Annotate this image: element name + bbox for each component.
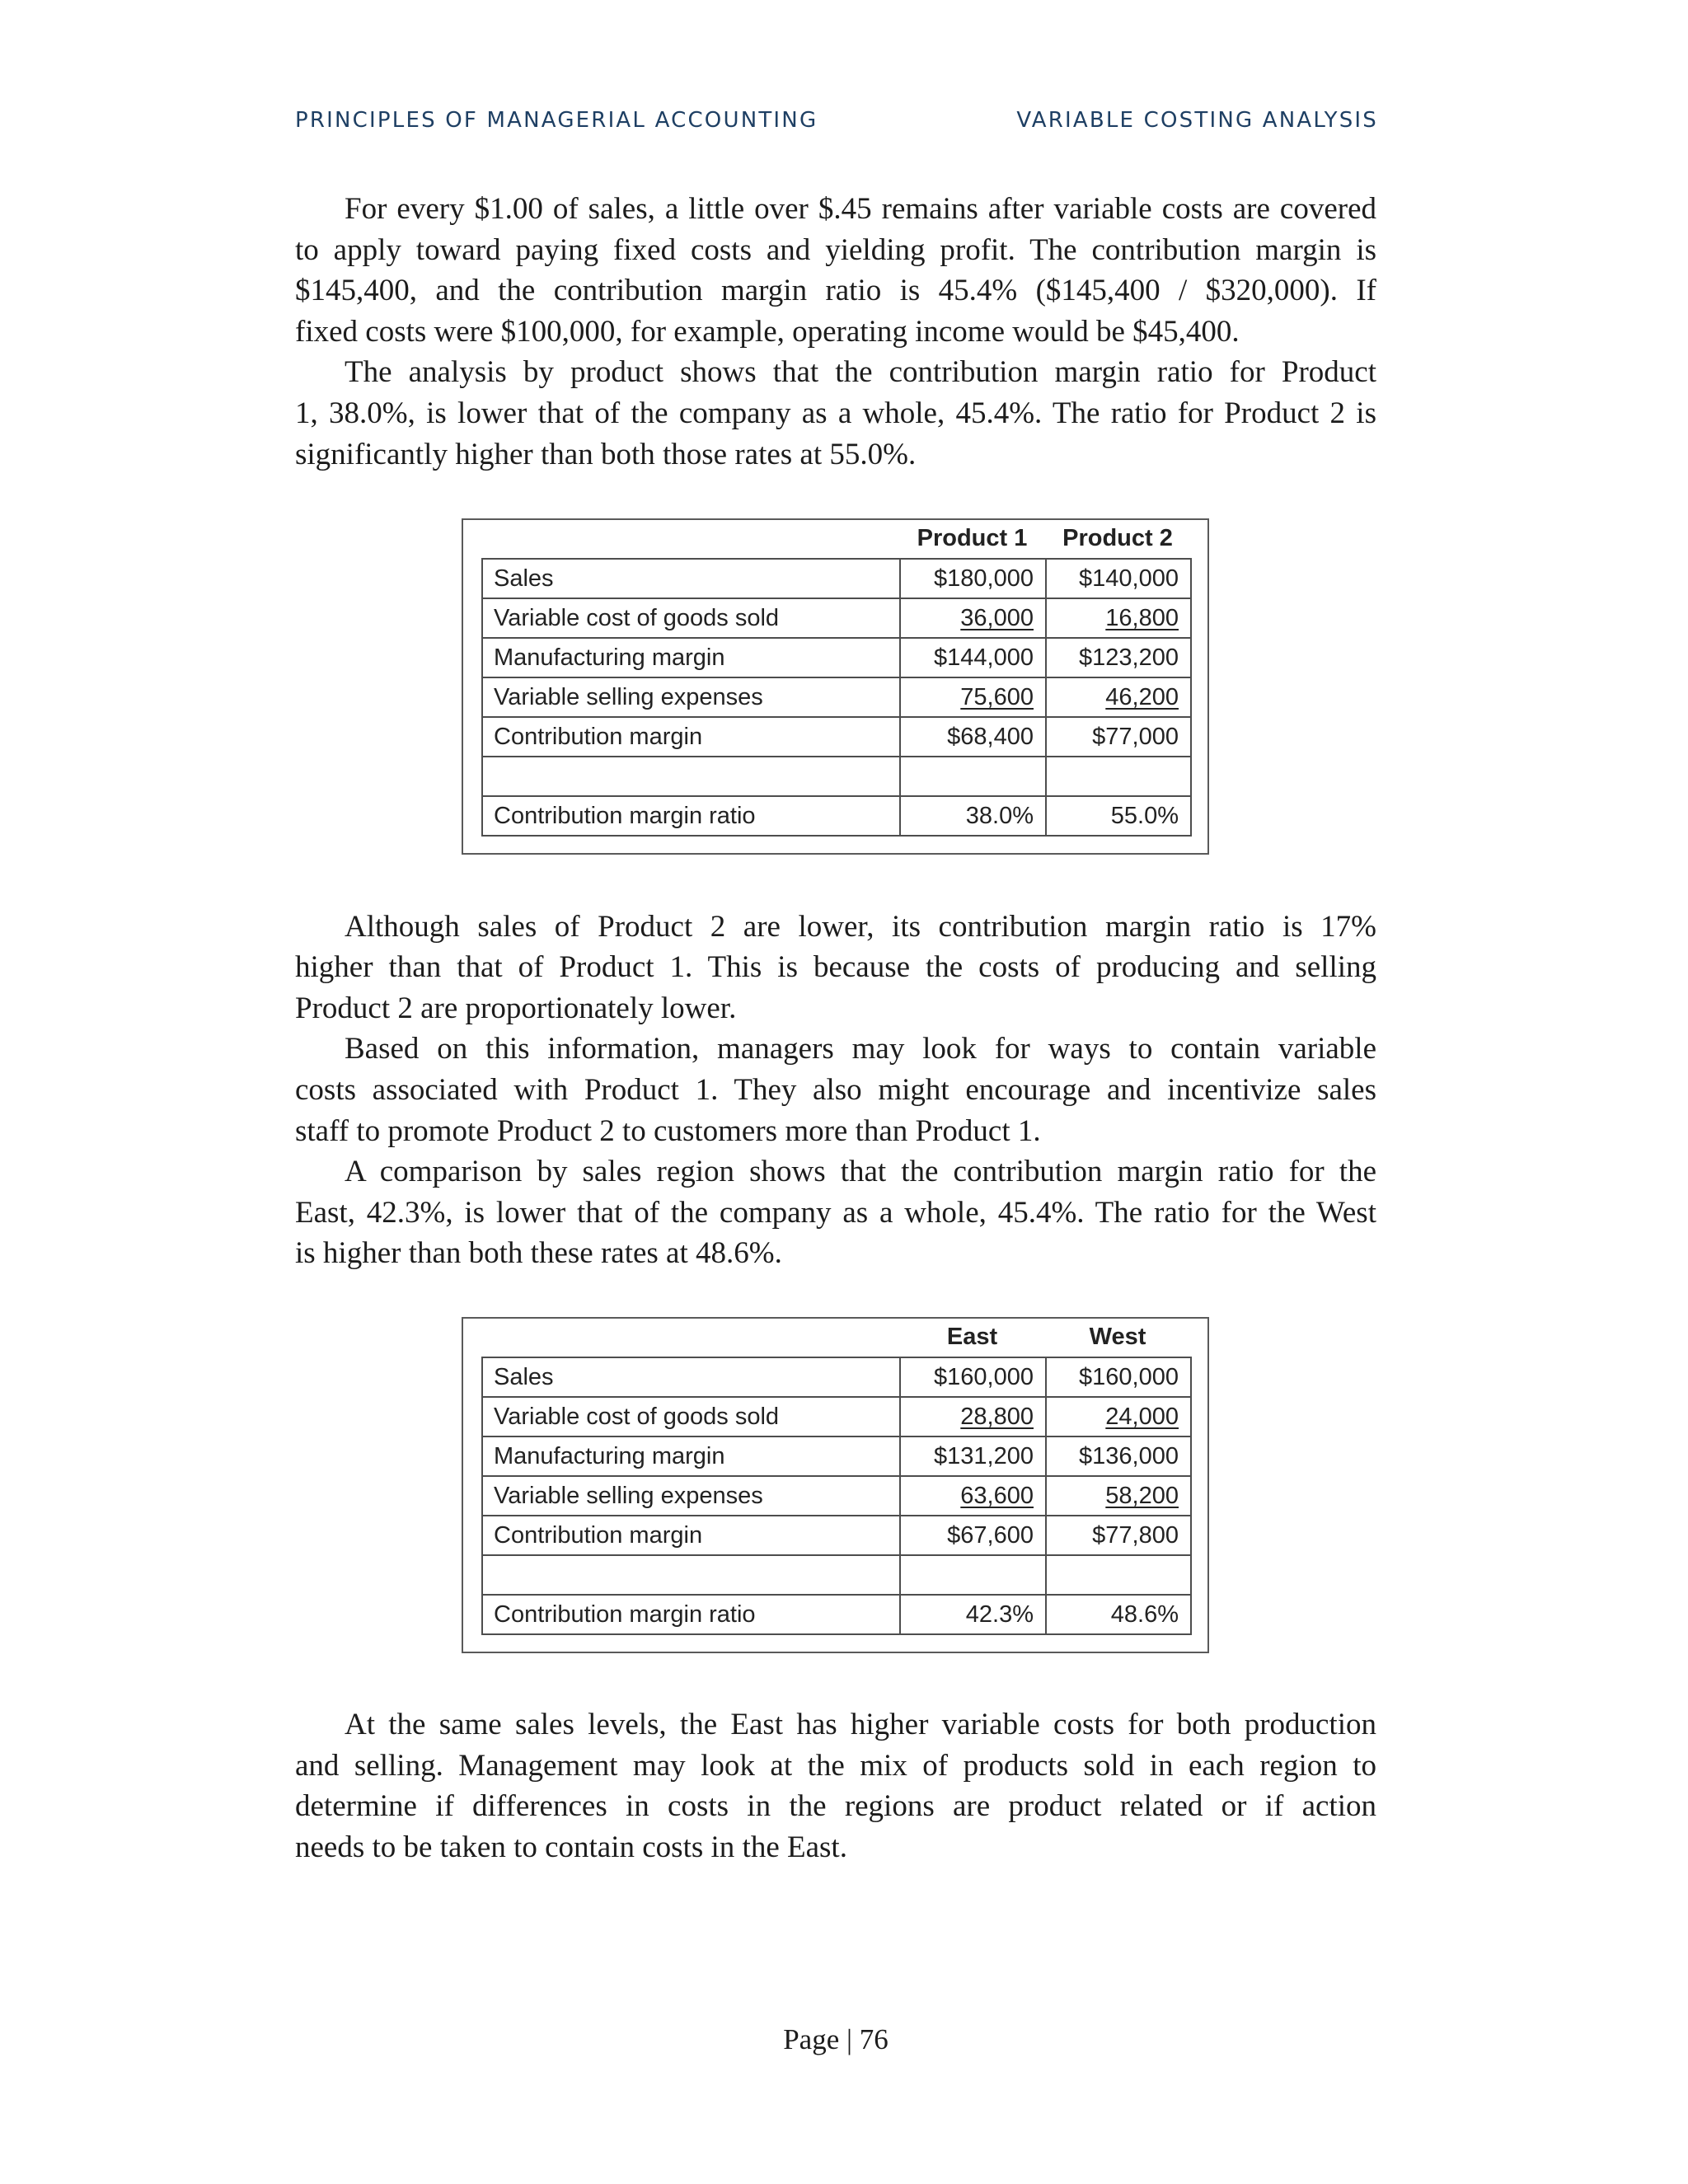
row-label: Variable selling expenses: [482, 1476, 900, 1516]
page-number: Page | 76: [783, 2023, 889, 2055]
paragraph: [295, 352, 1376, 475]
paragraph-line: costs associated with Product 1. They also might encourage and incentivize sales: [295, 1072, 1376, 1107]
data-grid: [481, 558, 1192, 837]
blank-cell: [482, 757, 900, 796]
paragraph-line: At the same sales levels, the East has higher variable costs for both production: [345, 1708, 1376, 1741]
product-1-value: 38.0%: [900, 796, 1046, 836]
value-cell: [900, 1476, 1046, 1516]
east-value: 42.3%: [900, 1595, 1046, 1634]
table-row-ratio: [482, 796, 1191, 836]
table-row: [482, 1397, 1191, 1436]
paragraph-line: is higher than both these rates at 48.6%.: [295, 1236, 782, 1271]
text-block-closing: [295, 1704, 1376, 1868]
paragraph: [295, 1704, 1376, 1868]
paragraph-line: determine if differences in costs in the regions are product related or if action: [295, 1789, 1376, 1824]
east-value: 28,800: [960, 1403, 1034, 1430]
paragraph-line: For every $1.00 of sales, a little over $.45 remains after variable costs are covered: [345, 192, 1376, 226]
paragraph-line: significantly higher than both those rates at 55.0%.: [295, 437, 917, 471]
paragraph-line: $145,400, and the contribution margin ratio is 45.4% ($145,400 / $320,000). If: [295, 274, 1376, 308]
value-cell: [1046, 1397, 1191, 1436]
row-label: Contribution margin ratio: [482, 796, 900, 836]
table-row: [482, 559, 1191, 598]
table-row: [482, 1476, 1191, 1516]
running-header-left: PRINCIPLES OF MANAGERIAL ACCOUNTING: [295, 108, 818, 133]
row-label: Contribution margin: [482, 1516, 900, 1555]
west-value: 24,000: [1105, 1403, 1179, 1430]
value-cell: [900, 1397, 1046, 1436]
column-headers: [481, 519, 1190, 557]
paragraph: [295, 189, 1376, 352]
row-label: Sales: [482, 1357, 900, 1397]
east-value: $131,200: [900, 1436, 1046, 1476]
product-2-value: 16,800: [1105, 604, 1179, 631]
product-2-value: 55.0%: [1046, 796, 1191, 836]
paragraph-line: fixed costs were $100,000, for example, operating income would be $45,400.: [295, 314, 1240, 349]
table-row: [482, 717, 1191, 757]
column-header-product-1: Product 1: [917, 525, 1028, 551]
value-cell: [1046, 1476, 1191, 1516]
text-block-middle: [295, 907, 1376, 1274]
blank-cell: [900, 1555, 1046, 1595]
data-grid: [481, 1357, 1192, 1635]
paragraph-line: staff to promote Product 2 to customers more than Product 1.: [295, 1113, 1041, 1148]
paragraph-line: to apply toward paying fixed costs and yielding profit. The contribution margin is: [295, 232, 1376, 267]
value-cell: [900, 598, 1046, 638]
column-headers: [481, 1318, 1190, 1356]
product-2-value: $123,200: [1046, 638, 1191, 677]
table-row: [482, 1436, 1191, 1476]
row-label: Variable cost of goods sold: [482, 598, 900, 638]
product-1-value: 36,000: [960, 604, 1034, 631]
blank-cell: [1046, 757, 1191, 796]
paragraph-line: Although sales of Product 2 are lower, its contribution margin ratio is 17%: [345, 909, 1376, 944]
table-row-blank: [482, 1555, 1191, 1595]
table-row: [482, 638, 1191, 677]
west-value: $160,000: [1046, 1357, 1191, 1397]
column-header-east: East: [946, 1324, 998, 1350]
product-1-value: $180,000: [900, 559, 1046, 598]
paragraph-line: A comparison by sales region shows that the contribution margin ratio for the: [345, 1155, 1376, 1189]
product-2-value: 46,200: [1105, 683, 1179, 710]
paragraph-line: Based on this information, managers may look for ways to contain variable: [345, 1032, 1376, 1066]
paragraph-line: and selling. Management may look at the mix of products sold in each region to: [295, 1748, 1376, 1783]
west-value: $77,800: [1046, 1516, 1191, 1555]
row-label: Manufacturing margin: [482, 638, 900, 677]
west-value: 58,200: [1105, 1482, 1179, 1509]
paragraph-line: higher than that of Product 1. This is because the costs of producing and selling: [295, 950, 1376, 985]
row-label: Sales: [482, 559, 900, 598]
west-value: 48.6%: [1046, 1595, 1191, 1634]
paragraph-line: needs to be taken to contain costs in the East.: [295, 1830, 847, 1864]
blank-cell: [482, 1555, 900, 1595]
paragraph-line: Product 2 are proportionately lower.: [295, 991, 737, 1025]
paragraph: [295, 907, 1376, 1029]
table-row: [482, 598, 1191, 638]
east-value: $160,000: [900, 1357, 1046, 1397]
value-cell: [1046, 598, 1191, 638]
paragraph: [295, 1029, 1376, 1151]
east-value: $67,600: [900, 1516, 1046, 1555]
table-row-ratio: [482, 1595, 1191, 1634]
value-cell: [1046, 677, 1191, 717]
product-2-value: $140,000: [1046, 559, 1191, 598]
blank-cell: [900, 757, 1046, 796]
paragraph: [295, 1151, 1376, 1274]
table-row-blank: [482, 757, 1191, 796]
region-contribution-table: [462, 1317, 1209, 1653]
row-label: Variable cost of goods sold: [482, 1397, 900, 1436]
product-1-value: $68,400: [900, 717, 1046, 757]
table-row: [482, 1516, 1191, 1555]
paragraph-line: The analysis by product shows that the contribution margin ratio for Product: [345, 355, 1376, 390]
table-row: [482, 1357, 1191, 1397]
blank-cell: [1046, 1555, 1191, 1595]
text-block-intro: [295, 189, 1376, 475]
product-2-value: $77,000: [1046, 717, 1191, 757]
row-label: Contribution margin ratio: [482, 1595, 900, 1634]
product-1-value: $144,000: [900, 638, 1046, 677]
value-cell: [900, 677, 1046, 717]
row-label: Variable selling expenses: [482, 677, 900, 717]
east-value: 63,600: [960, 1482, 1034, 1509]
table-row: [482, 677, 1191, 717]
column-header-west: West: [1089, 1324, 1146, 1350]
row-label: Manufacturing margin: [482, 1436, 900, 1476]
row-label: Contribution margin: [482, 717, 900, 757]
column-header-product-2: Product 2: [1062, 525, 1173, 551]
product-1-value: 75,600: [960, 683, 1034, 710]
paragraph-line: East, 42.3%, is lower that of the company as a whole, 45.4%. The ratio for the West: [295, 1195, 1376, 1230]
west-value: $136,000: [1046, 1436, 1191, 1476]
paragraph-line: 1, 38.0%, is lower that of the company as a whole, 45.4%. The ratio for Product 2 is: [295, 396, 1376, 430]
product-contribution-table: [462, 518, 1209, 855]
running-header-right: VARIABLE COSTING ANALYSIS: [1016, 108, 1378, 133]
